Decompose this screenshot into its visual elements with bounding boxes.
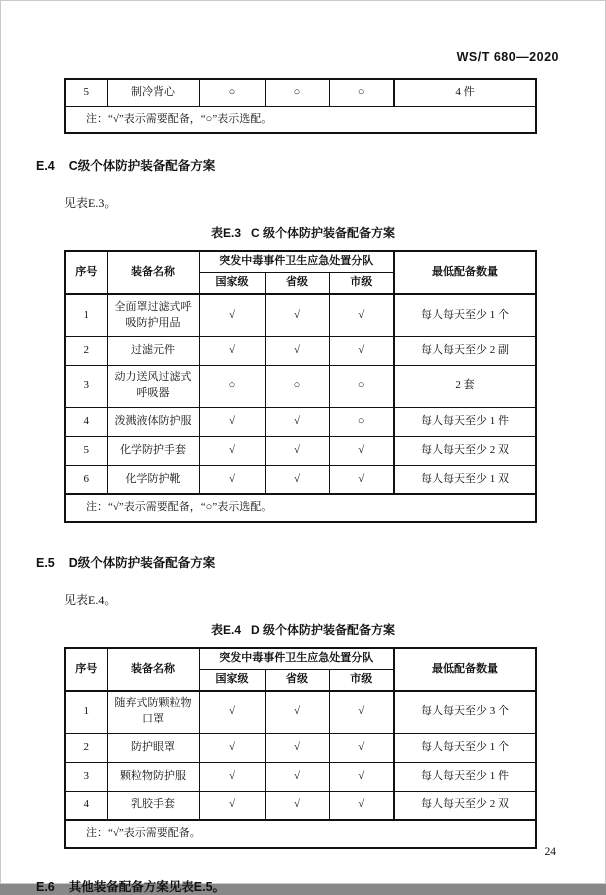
- col-header-name: 装备名称: [107, 648, 199, 691]
- table-note: 注：“√”表示需要配备。: [65, 820, 536, 848]
- cell-national: √: [199, 791, 265, 820]
- cell-seq: 1: [65, 691, 107, 733]
- table-e4: [64, 647, 537, 849]
- cell-seq: 3: [65, 365, 107, 407]
- cell-min-quantity: 每人每天至少 1 个: [394, 733, 536, 762]
- table-row: [65, 294, 536, 336]
- section-title: D级个体防护装备配备方案: [68, 556, 216, 571]
- cell-municipal: √: [329, 465, 394, 494]
- table-note-row: [65, 820, 536, 848]
- section-heading-e5: [36, 553, 605, 571]
- section-number: E.5: [36, 556, 55, 571]
- section-title: 其他装备配备方案见表E.5。: [68, 880, 226, 895]
- cell-min-quantity: 2 套: [394, 365, 536, 407]
- cell-municipal: √: [329, 733, 394, 762]
- table-header-row: [65, 648, 536, 669]
- cell-national: √: [199, 691, 265, 733]
- cell-seq: 5: [65, 436, 107, 465]
- section-heading-e4: [36, 156, 605, 174]
- cell-provincial: √: [265, 294, 329, 336]
- cell-municipal: ○: [329, 407, 394, 436]
- cell-equipment-name: 制冷背心: [107, 79, 199, 106]
- cell-municipal: ○: [329, 79, 394, 106]
- col-header-municipal: 市级: [329, 670, 394, 691]
- cell-national: √: [199, 436, 265, 465]
- cell-equipment-name: 化学防护手套: [107, 436, 199, 465]
- cell-provincial: √: [265, 762, 329, 791]
- table-row: [65, 79, 536, 106]
- cell-provincial: √: [265, 691, 329, 733]
- table-caption-e4: [1, 621, 605, 638]
- section-number: E.6: [36, 880, 55, 895]
- cell-seq: 4: [65, 791, 107, 820]
- cell-municipal: √: [329, 436, 394, 465]
- table-row: [65, 691, 536, 733]
- cell-provincial: √: [265, 465, 329, 494]
- table-header-row: [65, 251, 536, 272]
- table-continuation: [64, 78, 537, 134]
- col-header-municipal: 市级: [329, 273, 394, 294]
- cell-seq: 6: [65, 465, 107, 494]
- table-row: [65, 762, 536, 791]
- cell-equipment-name: 化学防护靴: [107, 465, 199, 494]
- cell-equipment-name: 全面罩过滤式呼吸防护用品: [107, 294, 199, 336]
- cell-provincial: √: [265, 791, 329, 820]
- page-number: 24: [544, 846, 556, 858]
- caption-title: D 级个体防护装备配备方案: [251, 623, 396, 638]
- cell-national: ○: [199, 79, 265, 106]
- cell-municipal: √: [329, 294, 394, 336]
- cell-equipment-name: 防护眼罩: [107, 733, 199, 762]
- section-intro-e5: 见表E.4。: [64, 593, 117, 608]
- col-header-seq: 序号: [65, 648, 107, 691]
- cell-national: √: [199, 407, 265, 436]
- cell-provincial: √: [265, 407, 329, 436]
- col-header-provincial: 省级: [265, 273, 329, 294]
- cell-equipment-name: 随弃式防颗粒物口罩: [107, 691, 199, 733]
- cell-provincial: ○: [265, 79, 329, 106]
- cell-national: √: [199, 733, 265, 762]
- cell-national: √: [199, 465, 265, 494]
- cell-min-quantity: 每人每天至少 1 双: [394, 465, 536, 494]
- cell-equipment-name: 动力送风过滤式呼吸器: [107, 365, 199, 407]
- cell-national: √: [199, 294, 265, 336]
- cell-national: ○: [199, 365, 265, 407]
- table-e3: [64, 250, 537, 523]
- cell-municipal: ○: [329, 365, 394, 407]
- cell-seq: 3: [65, 762, 107, 791]
- col-header-seq: 序号: [65, 251, 107, 294]
- table-row: [65, 791, 536, 820]
- cell-seq: 1: [65, 294, 107, 336]
- col-header-national: 国家级: [199, 670, 265, 691]
- caption-label: 表E.4: [210, 623, 241, 638]
- col-header-provincial: 省级: [265, 670, 329, 691]
- col-header-national: 国家级: [199, 273, 265, 294]
- cell-provincial: ○: [265, 365, 329, 407]
- cell-municipal: √: [329, 791, 394, 820]
- cell-provincial: √: [265, 336, 329, 365]
- cell-seq: 2: [65, 733, 107, 762]
- section-heading-e6: [36, 877, 605, 895]
- cell-seq: 5: [65, 79, 107, 106]
- section-title: C级个体防护装备配备方案: [68, 159, 216, 174]
- table-row: [65, 336, 536, 365]
- col-header-qty: 最低配备数量: [394, 251, 536, 294]
- standard-reference: WS/T 680—2020: [456, 50, 559, 64]
- cell-seq: 4: [65, 407, 107, 436]
- table-note: 注：“√”表示需要配备，“○”表示选配。: [65, 106, 536, 133]
- cell-equipment-name: 乳胶手套: [107, 791, 199, 820]
- cell-municipal: √: [329, 336, 394, 365]
- cell-equipment-name: 泼溅液体防护服: [107, 407, 199, 436]
- cell-min-quantity: 每人每天至少 1 件: [394, 407, 536, 436]
- caption-title: C 级个体防护装备配备方案: [251, 226, 396, 241]
- table-note: 注：“√”表示需要配备，“○”表示选配。: [65, 494, 536, 522]
- table-row: [65, 365, 536, 407]
- table-note-row: [65, 494, 536, 522]
- cell-min-quantity: 每人每天至少 3 个: [394, 691, 536, 733]
- section-number: E.4: [36, 159, 55, 174]
- cell-min-quantity: 每人每天至少 2 双: [394, 791, 536, 820]
- cell-municipal: √: [329, 691, 394, 733]
- cell-min-quantity: 每人每天至少 2 副: [394, 336, 536, 365]
- cell-seq: 2: [65, 336, 107, 365]
- cell-min-quantity: 每人每天至少 1 件: [394, 762, 536, 791]
- cell-min-quantity: 4 件: [394, 79, 536, 106]
- cell-min-quantity: 每人每天至少 1 个: [394, 294, 536, 336]
- table-caption-e3: [1, 224, 605, 241]
- cell-min-quantity: 每人每天至少 2 双: [394, 436, 536, 465]
- table-row: [65, 465, 536, 494]
- table-row: [65, 733, 536, 762]
- caption-label: 表E.3: [210, 226, 241, 241]
- col-header-qty: 最低配备数量: [394, 648, 536, 691]
- section-intro-e4: 见表E.3。: [64, 196, 117, 211]
- col-header-name: 装备名称: [107, 251, 199, 294]
- table-row: [65, 436, 536, 465]
- cell-equipment-name: 颗粒物防护服: [107, 762, 199, 791]
- col-header-group: 突发中毒事件卫生应急处置分队: [199, 648, 394, 669]
- cell-provincial: √: [265, 733, 329, 762]
- cell-national: √: [199, 762, 265, 791]
- cell-equipment-name: 过滤元件: [107, 336, 199, 365]
- table-row: [65, 407, 536, 436]
- cell-municipal: √: [329, 762, 394, 791]
- table-note-row: [65, 106, 536, 133]
- cell-provincial: √: [265, 436, 329, 465]
- col-header-group: 突发中毒事件卫生应急处置分队: [199, 251, 394, 272]
- cell-national: √: [199, 336, 265, 365]
